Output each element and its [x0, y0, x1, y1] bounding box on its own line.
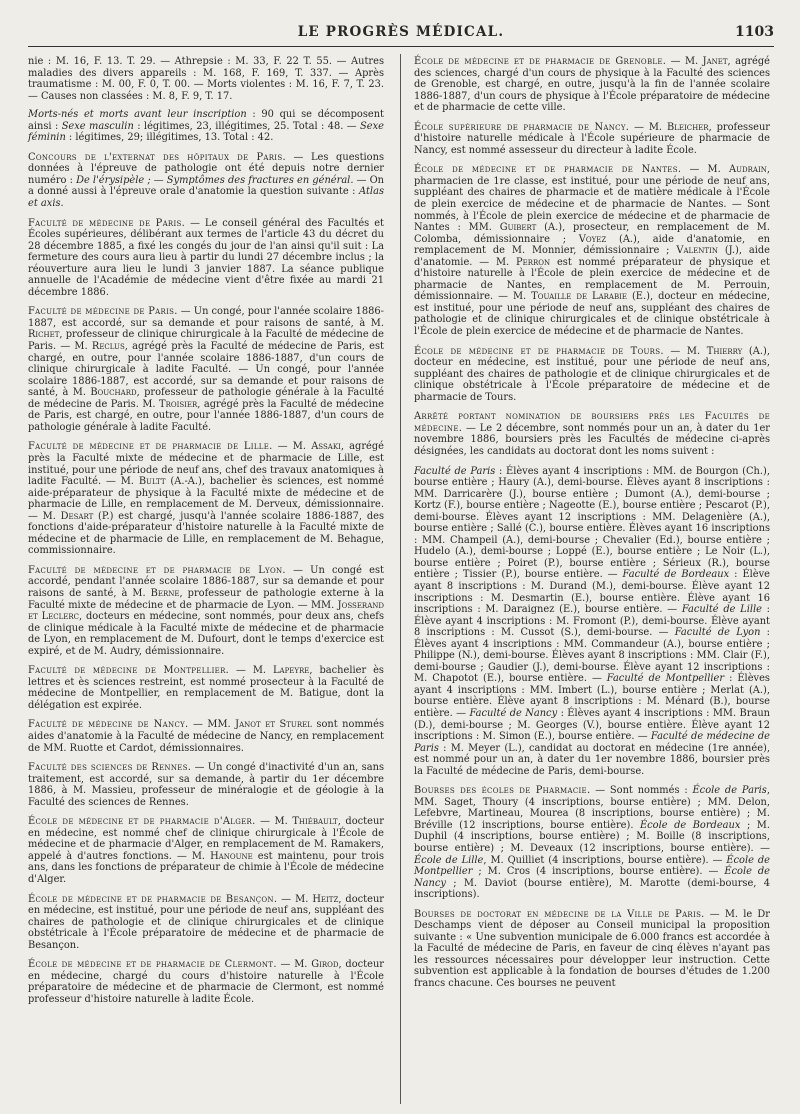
text-run: — M.	[229, 665, 273, 677]
news-heading: École de médecine et de pharmacie de Besançon.	[28, 893, 278, 905]
text-run: est nommé préparateur de physique et d'histoire naturelle à l'École de plein exercice de médecine et de pharmacie de Nantes, en remplacement de M. Perrouin, démissionnaire. — M.	[414, 256, 770, 303]
person-name: Bleicher	[666, 121, 709, 133]
text-run: , professeur de clinique chirurgicale à la Faculté de médecine de Paris. — M.	[28, 329, 384, 353]
person-name: Assaki	[311, 441, 341, 453]
text-run: — Le conseil général des Facultés et Écoles supérieures, délibérant aux termes de l'article 43 du décret du 28 décembre 1885, a fixé les congés du jour de l'an ainsi qu'il suit : La fermeture des cours aura lieu à partir du lundi 27 décembre inclus ; la réouverture aura lieu le lundi 3 janvier 1887. La séance publique annuelle de l'Académie de médecine vient d'être fixée au mardi 21 décembre 1886.	[28, 217, 385, 298]
text-run: (A.), aide d'anatomie, en remplacement de M. Monnier, démissionnaire ;	[414, 233, 770, 257]
text-run: , agrégé près la Faculté de médecine de Paris, est chargé, en outre, pour l'année 1886-1887, d'un cours de pathologie générale à ladite Faculté.	[28, 398, 384, 433]
school-label: École de Nancy	[414, 866, 771, 889]
text-run: : Élèves ayant 4 inscriptions : MM. Commandeur (A.), bourse entière ; Philippe (N.), demi-bourse. Élèves ayant 8 inscriptions : MM. Clair (F.), demi-bourse ; Gaudier (J.), demi-bourse. Élève ayant 12 inscriptions : M. Chapotot (E.), bourse entière. —	[414, 627, 770, 685]
text-run: — Un congé, pour l'année scolaire 1886-1887, est accordé, sur sa demande et pour raisons de santé, à M.	[28, 306, 385, 329]
text-run: — On a donné aussi à l'épreuve orale d'anatomie la question suivante :	[28, 174, 385, 198]
text-run: , MM. Saget, Thoury (4 inscriptions, bourse entière) ; MM. Delon, Lefebvre, Martineau, Mourea (8 inscriptions, bourse entière) ; M. Bréville (12 inscriptions, bourse entière).	[414, 785, 770, 831]
news-item-city-bursaries	[414, 909, 770, 990]
news-heading: École de médecine et de pharmacie de Tours.	[414, 345, 664, 357]
text-run: — Un congé est accordé, pendant l'année scolaire 1886-1887, sur sa demande et pour raisons de santé, à M.	[28, 564, 384, 599]
bursary-list	[414, 466, 770, 778]
person-name: Girod	[311, 959, 339, 971]
school-label: École de Montpellier	[414, 854, 771, 878]
text-run: : légitimes, 23, illégitimes, 25. Total : 48. —	[133, 120, 361, 132]
school-label: École de Lille	[414, 854, 484, 866]
text-run: — M. le Dr Deschamps vient de déposer au Conseil municipal la proposition suivante : « Une subvention municipale de 6.000 francs est accordée à la Faculté de médecine de Paris, en faveur de cinq élèves n'ayant pas les ressources nécessaires pour développer leur instruction. Cette subvention est applicable à la fondation de bourses d'études de 1.200 francs chacune. Ces bourses ne peuvent	[414, 908, 771, 990]
person-name: Lapeyre	[272, 665, 310, 677]
text-run: , docteurs en médecine, sont nommés, pour deux ans, chefs de clinique médicale à la Faculté mixte de médecine et de pharmacie de Lyon, en remplacement de M. Dufourt, dont le temps d'exercice est expiré, et de M. Audry, démissionnaire.	[28, 611, 384, 657]
text-run: : Élèves ayant 4 inscriptions : MM. Imbert (L.), bourse entière ; Merlat (A.), bourse entière. Élève ayant 8 inscriptions : M. Ménard (B.), bourse entière. —	[414, 673, 770, 719]
news-item-tours	[414, 346, 770, 404]
left-column	[28, 56, 384, 1013]
text-run: — MM.	[188, 719, 236, 731]
person-name: Richet	[28, 329, 60, 341]
news-heading: Faculté de médecine et de pharmacie de Lyon.	[28, 564, 286, 576]
person-name: Heitz	[312, 893, 339, 905]
text-run: , agrégé près la Faculté mixte de médecine et de pharmacie de Lille, est institué, pour une période de neuf ans, chef des travaux anatomiques à ladite Faculté. — M.	[28, 441, 384, 488]
news-item-besancon	[28, 894, 384, 952]
news-item-nancy	[28, 719, 384, 754]
school-label: École de Paris	[692, 785, 767, 797]
text-run: — M.	[276, 959, 312, 971]
person-name: Berne	[150, 587, 180, 599]
person-name: Audrain	[729, 164, 767, 176]
text-run: (A.), docteur en médecine, est institué, pour une période de neuf ans, suppléant des chaires de pathologie et de clinique chirurgicales et de clinique obstétricale à l'École préparatoire de médecine et de pharmacie de Tours.	[414, 345, 770, 403]
news-heading: Faculté de médecine de Nancy.	[28, 719, 189, 731]
person-name: Hanoune	[210, 850, 253, 862]
faculty-label: Faculté de Bordeaux	[622, 569, 730, 581]
text-run: (E.), docteur en médecine, est institué, pour une période de neuf ans, suppléant des chaires de pathologie et de clinique chirurgicales et de clinique obstétricale à l'École de plein exercice de médecine et de pharmacie de Nantes.	[414, 291, 770, 338]
mortality-stats-continued: nie : M. 16, F. 13. T. 29. — Athrepsie : M. 33, F. 22 T. 55. — Autres maladies des divers appareils : M. 168, F. 169, T. 337. — Après traumatisme : M. 00, F. 0, T. 00. — Morts violentes : M. 16, F. 7, T. 23. — Causes non classées : M. 8, F. 9, T. 17.	[28, 56, 384, 102]
text-run: : Élève ayant 8 inscriptions : M. Durand (M.), demi-bourse. Élève ayant 12 inscriptions : M. Desmartin (E.), bourse entière. Élève ayant 16 inscriptions : M. Daraignez (E.), bourse entière. —	[414, 569, 770, 616]
person-name: Troisier	[159, 398, 198, 410]
text-run: — M.	[272, 441, 312, 453]
person-name: Bouchard	[90, 387, 137, 399]
news-item-alger	[28, 816, 384, 885]
news-heading: École de médecine et de pharmacie de Nantes.	[414, 164, 682, 176]
text-run: ; M. Daviot (bourse entière), M. Marotte (demi-bourse, 4 inscriptions).	[414, 877, 770, 901]
right-column	[414, 56, 770, 998]
faculty-label: Faculté de Montpellier	[606, 673, 725, 685]
person-name: Thierry	[706, 345, 743, 357]
text-run: : légitimes, 29; illégitimes, 13. Total : 42.	[65, 132, 274, 144]
news-item-externat	[28, 152, 384, 210]
person-name: Touaille de Larabie	[531, 291, 627, 303]
column-divider	[400, 54, 401, 1104]
text-run: , pharmacien de 1re classe, est institué, pour une période de neuf ans, suppléant des chaires de pharmacie et de matière médicale à l'École de plein exercice de médecine et de pharmacie de Nantes. — Sont nommés, à l'École de plein exercice de médecine et de pharmacie de Nantes : MM.	[414, 164, 770, 234]
text-run: , professeur d'histoire naturelle médicale à l'École supérieure de pharmacie de Nancy, est nommé assesseur du directeur à ladite École.	[414, 121, 770, 156]
text-run: — M.	[663, 345, 707, 357]
news-heading: École de médecine et de pharmacie de Grenoble.	[414, 56, 667, 67]
person-name: Thiébault	[292, 816, 338, 828]
news-item-lyon	[28, 565, 384, 657]
text-run: ; M. Duphil (4 inscriptions, bourse entière) ; M. Boille (8 inscriptions, bourse entière) ; M. Deveaux (12 inscriptions, bourse entière). —	[414, 819, 770, 854]
news-heading: Faculté des sciences de Rennes.	[28, 762, 192, 774]
news-heading: Faculté de médecine et de pharmacie de Lille.	[28, 441, 273, 453]
faculty-label: Faculté de Lille	[681, 604, 762, 616]
female-sex-label: Sexe féminin	[28, 120, 384, 144]
male-sex-label: Sexe masculin	[61, 120, 134, 132]
text-run: , professeur de pathologie générale à la Faculté de médecine de Paris. M.	[28, 387, 384, 410]
news-item-bursaries-decree	[414, 411, 770, 457]
news-item-nancy-pharmacie	[414, 122, 770, 157]
person-name: Voyez	[578, 233, 607, 245]
text-run: : Élèves ayant 4 inscriptions : MM. de Bourgon (Ch.), bourse entière ; Haury (A.), demi-bourse. Élèves ayant 8 inscriptions : MM. Darricarère (J.), bourse entière ; Dumont (A.), demi-bourse ; Kortz (F.), bourse entière ; Nageotte (E.), bourse entière ; Pescarot (P.), demi-bourse. Élèves ayant 12 inscriptions : MM. Delagenière (A.), bourse entière ; Sallé (C.), bourse entière. Élèves ayant 16 inscriptions : MM. Champeil (A.), demi-bourse ; Chevalier (Ed.), bourse entière ; Hudelo (A.), demi-bourse ; Loppé (E.), bourse entière ; Le Noir (L.), bourse entière ; Poiret (P.), bourse entière ; Sérieux (R.), bourse entière ; Tissier (P.), bourse entière. —	[414, 465, 770, 581]
text-run: ; M. Cros (4 inscriptions, bourse entière). —	[472, 866, 725, 878]
person-name: Guibert	[499, 222, 537, 234]
text-run: — Sont nommés :	[590, 785, 693, 797]
news-heading: Faculté de médecine de Paris.	[28, 306, 178, 318]
running-title: LE PROGRÈS MÉDICAL.	[297, 24, 505, 40]
text-run: — Un congé d'inactivité d'un an, sans traitement, est accordé, sur sa demande, à partir du 1er décembre 1886, à M. Massieu, professeur de minéralogie et de géologie à la Faculté des sciences de Rennes.	[28, 762, 384, 808]
person-name: Valentin	[676, 245, 718, 257]
school-label: École de Bordeaux	[639, 819, 741, 831]
page-header	[28, 24, 774, 47]
exam-question: De l'érysipèle ; — Symptômes des fractures en général.	[76, 174, 354, 186]
text-run: , docteur en médecine, chargé du cours d'histoire naturelle à l'École préparatoire de médecine et de pharmacie de Clermont, est nommé professeur d'histoire naturelle à ladite École.	[28, 959, 384, 1005]
text-run: : Élève ayant 4 inscriptions : M. Fromont (P.), demi-bourse. Élève ayant 8 inscriptions : M. Cussot (S.), demi-bourse. —	[414, 604, 770, 639]
news-item-grenoble	[414, 56, 770, 114]
news-heading: Faculté de médecine de Montpellier.	[28, 665, 230, 677]
text-run: — M.	[629, 121, 667, 133]
person-name: Janot et Sturel	[235, 719, 312, 731]
person-name: Reclus	[91, 341, 125, 353]
text-run: — M.	[666, 56, 703, 67]
person-name: Desart	[60, 510, 94, 522]
person-name: Bultt	[138, 476, 166, 488]
news-heading: École de médecine et de pharmacie d'Alger.	[28, 816, 256, 828]
stillbirths-lead: Morts-nés et morts avant leur inscription	[28, 109, 247, 121]
person-name: Perron	[516, 256, 551, 268]
text-run: — M.	[681, 164, 729, 176]
news-item-clermont	[28, 959, 384, 1005]
text-run: , docteur en médecine, est institué, pour une période de neuf ans, suppléant des chaires de pathologie et de clinique chirurgicales et de clinique obstétricale à l'École préparatoire de médecine et de pharmacie de Besançon.	[28, 893, 384, 951]
text-run: : M. Meyer (L.), candidat au doctorat en médecine (1re année), est nommé pour un an, à dater du 1er novembre 1886, boursier près la Faculté de médecine de Paris, demi-bourse.	[414, 742, 770, 777]
text-run: , agrégé des sciences, chargé d'un cours de physique à la Faculté des sciences de Grenoble, est chargé, en outre, jusqu'à la fin de l'année scolaire 1886-1887, d'un cours de physique à l'École préparatoire de médecine et de pharmacie de cette ville.	[414, 56, 770, 114]
faculty-label: Faculté de médecine de Paris	[414, 731, 770, 754]
text-run: sont nommés aides d'anatomie à la Faculté de médecine de Nancy, en remplacement de MM. Ruotte et Cardot, démissionnaires.	[28, 719, 384, 754]
text-run: , agrégé près la Faculté de médecine de Paris, est chargé, en outre, pour l'année scolaire 1886-1887, d'un cours de clinique chirurgicale à ladite Faculté. — Un congé, pour l'année scolaire 1886-1887, est accordé, sur sa demande et pour raisons de santé, à M.	[28, 341, 384, 399]
text-run: — M.	[255, 816, 293, 828]
news-item-lille	[28, 441, 384, 556]
text-run: — M.	[277, 893, 313, 905]
text-run: : Élèves ayant 4 inscriptions : MM. Braun (D.), demi-bourse ; M. Georges (V.), bourse entière. Élève ayant 12 inscriptions : M. Simon (E.), bourse entière. —	[414, 707, 771, 743]
faculty-label: Faculté de Lyon	[674, 627, 761, 639]
news-heading: Bourses de doctorat en médecine de la Ville de Paris.	[414, 908, 705, 920]
person-name: Janet	[702, 56, 728, 67]
text-run: (J.), aide d'anatomie. — M.	[414, 245, 770, 268]
text-run: — Les questions données à l'épreuve de pathologie ont été depuis notre dernier numéro :	[28, 151, 384, 186]
faculty-label: Faculté de Nancy	[469, 707, 558, 719]
news-heading: Concours de l'externat des hôpitaux de Paris.	[28, 151, 286, 163]
text-run: (P.) est chargé, jusqu'à l'année scolaire 1886-1887, des fonctions d'aide-préparateur d'histoire naturelle à la Faculté mixte de médecine et de pharmacie de Lille, en remplacement de M. Behague, commissionnaire.	[28, 510, 385, 557]
news-heading: Bourses des écoles de Pharmacie.	[414, 785, 591, 797]
news-item-paris-leave	[28, 306, 384, 433]
text-run: — Le 2 décembre, sont nommés pour un an, à dater du 1er novembre 1886, boursiers près les Facultés de médecine ci-après désignées, les candidats au doctorat dont les noms suivent :	[414, 422, 770, 457]
faculty-label: Faculté de Paris	[414, 465, 496, 477]
news-item-montpellier	[28, 665, 384, 711]
text-run: , M. Quilliet (4 inscriptions, bourse entière). —	[483, 854, 727, 866]
text-run: (A.-A.), bachelier ès sciences, est nommé aide-préparateur de physique à la Faculté mixte de médecine et de pharmacie de Lille, en remplacement de M. Derveux, démissionnaire. — M.	[28, 476, 384, 522]
text-run: : 90 qui se décomposent ainsi :	[28, 109, 384, 132]
news-item-nantes	[414, 164, 770, 337]
text-run: est maintenu, pour trois ans, dans les fonctions de préparateur de chimie à l'École de médecine d'Alger.	[28, 850, 384, 885]
exam-question: Atlas et axis.	[28, 186, 384, 210]
news-item-rennes	[28, 762, 384, 808]
text-run: , professeur de pathologie externe à la Faculté mixte de médecine et de pharmacie de Lyon. — MM.	[28, 587, 384, 611]
news-item-pharmacy-bursaries	[414, 785, 770, 900]
text-run: , bachelier ès lettres et ès sciences restreint, est nommé prosecteur à la Faculté de médecine de Montpellier, en remplacement de M. Batigue, dont la délégation est expirée.	[28, 665, 384, 711]
stillbirths-paragraph	[28, 109, 384, 144]
text-run: (A.), prosecteur, en remplacement de M. Colomba, démissionnaire ;	[414, 222, 770, 245]
news-heading: École de médecine et de pharmacie de Clermont.	[28, 959, 277, 971]
text-run: , docteur en médecine, est nommé chef de clinique chirurgicale à l'École de médecine et de pharmacie d'Alger, en remplacement de M. Ramakers, appelé à d'autres fonctions. — M.	[28, 816, 384, 862]
news-heading: Faculté de médecine de Paris.	[28, 217, 186, 229]
news-item-paris-holidays	[28, 218, 384, 299]
news-heading: Arrêté portant nomination de boursiers près les Facultés de médecine.	[414, 411, 770, 434]
page-number: 1103	[735, 24, 774, 40]
person-name: Josserand et Leclerc	[28, 599, 384, 623]
news-heading: École supérieure de pharmacie de Nancy.	[414, 121, 630, 133]
